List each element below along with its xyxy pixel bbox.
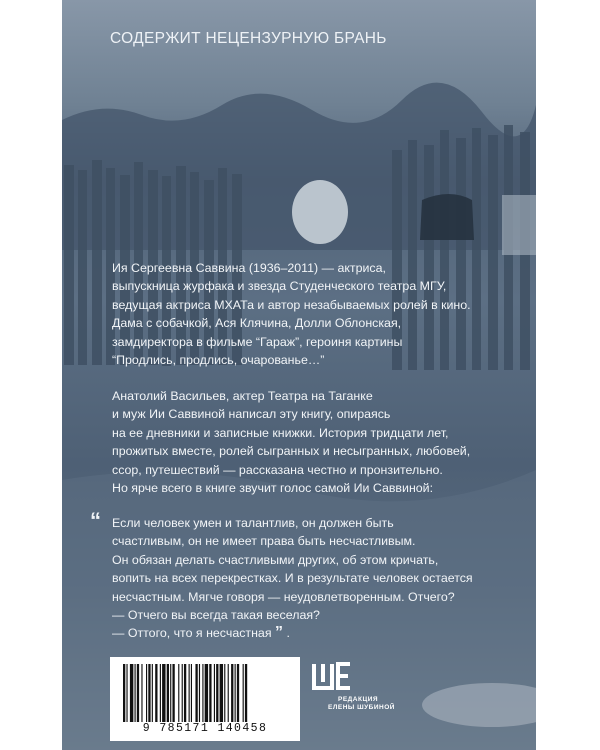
barcode-bar — [191, 664, 192, 722]
barcode-bar — [214, 664, 215, 722]
description-line: прожитых вместе, ролей сыгранных и несыгранных, любовей, — [112, 444, 471, 459]
barcode-bar — [237, 664, 239, 722]
barcode-bar — [216, 664, 218, 722]
barcode-bar — [152, 664, 153, 722]
barcode-bar — [160, 664, 161, 722]
barcode-bar — [146, 664, 147, 722]
book-description — [112, 387, 512, 497]
barcode-bar — [162, 664, 165, 722]
quote-last-line — [112, 624, 512, 642]
quote-line: счастливым, он не имеет права быть несчастливым. — [112, 534, 416, 549]
bio-line: ведущая актриса МХАТа и автор незабываемых ролей в кино. — [112, 297, 471, 312]
quote-close-mark: ” — [274, 624, 283, 642]
barcode-bar — [148, 664, 150, 722]
barcode-bar — [205, 664, 208, 722]
barcode-bar — [155, 664, 157, 722]
isbn-barcode — [110, 657, 300, 741]
quote-line: несчастным. Мягче говоря — неудовлетворенным. Отчего? — [112, 589, 455, 604]
quote-line: Если человек умен и талантлив, он должен быть — [112, 516, 394, 530]
barcode-bar — [167, 664, 169, 722]
quote-line: Он обязан делать счастливыми других, об этом кричать, — [112, 552, 439, 567]
barcode-bar — [209, 664, 211, 722]
quote-line: — Отчего вы всегда такая веселая? — [112, 608, 320, 623]
barcode-bar — [228, 664, 229, 722]
content-warning: СОДЕРЖИТ НЕЦЕНЗУРНУЮ БРАНЬ — [110, 30, 387, 47]
description-line: Но ярче всего в книге звучит голос самой Ии Саввиной: — [112, 481, 434, 496]
barcode-bar — [130, 664, 133, 722]
barcode-bar — [220, 664, 223, 722]
quote-block — [112, 514, 512, 643]
barcode-bar — [141, 664, 142, 722]
publisher-line1: РЕДАКЦИЯ — [338, 696, 379, 703]
description-line: ссор, путешествий — рассказана честно и пронзительно. — [112, 462, 443, 477]
barcode-bar — [126, 664, 127, 722]
barcode-bar — [245, 664, 247, 722]
barcode-bar — [189, 664, 190, 722]
barcode-bar — [182, 664, 183, 722]
barcode-bar — [199, 664, 200, 722]
book-back-cover — [62, 0, 536, 750]
barcode-bar — [178, 664, 179, 722]
barcode-bar — [243, 664, 244, 722]
bio-line: “Продлись, продлись, очарованье…” — [112, 353, 325, 368]
barcode-bar — [170, 664, 171, 722]
barcode-bar — [135, 664, 136, 722]
bio-line: замдиректора в фильме “Гараж”, героиня картины — [112, 334, 403, 349]
isbn-digits: 9 785171 140458 — [142, 722, 268, 735]
barcode-bar — [123, 664, 125, 722]
barcode-bars — [123, 664, 287, 722]
publisher-logo — [310, 660, 395, 720]
quote-line: — Оттого, что я несчастная — [112, 626, 272, 641]
description-line: Анатолий Васильев, актер Театра на Таганке — [112, 389, 373, 403]
barcode-bar — [137, 664, 139, 722]
barcode-bar — [224, 664, 225, 722]
barcode-bar — [195, 664, 197, 722]
barcode-bar — [235, 664, 236, 722]
author-bio — [112, 259, 512, 369]
publisher-line2: ЕЛЕНЫ ШУБИНОЙ — [328, 704, 395, 711]
quote-line: вопить на всех перекрестках. И в результате человек остается — [112, 571, 473, 586]
quote-end-punct: . — [286, 626, 290, 641]
barcode-bar — [231, 664, 233, 722]
bio-line: Дама с собачкой, Ася Клячина, Долли Облонская, — [112, 316, 402, 331]
description-line: на ее дневники и записные книжки. История тридцати лет, — [112, 425, 449, 440]
bio-line: Ия Сергеевна Саввина (1936–2011) — актриса, — [112, 261, 386, 275]
bio-line: выпускница журфака и звезда Студенческого театра МГУ, — [112, 279, 447, 294]
barcode-bar — [184, 664, 186, 722]
barcode-bar — [202, 664, 203, 722]
barcode-bar — [172, 664, 174, 722]
quote-open-mark: “ — [90, 508, 101, 533]
publisher-mark-icon — [312, 660, 352, 692]
description-line: и муж Ии Саввиной написал эту книгу, опираясь — [112, 407, 391, 422]
